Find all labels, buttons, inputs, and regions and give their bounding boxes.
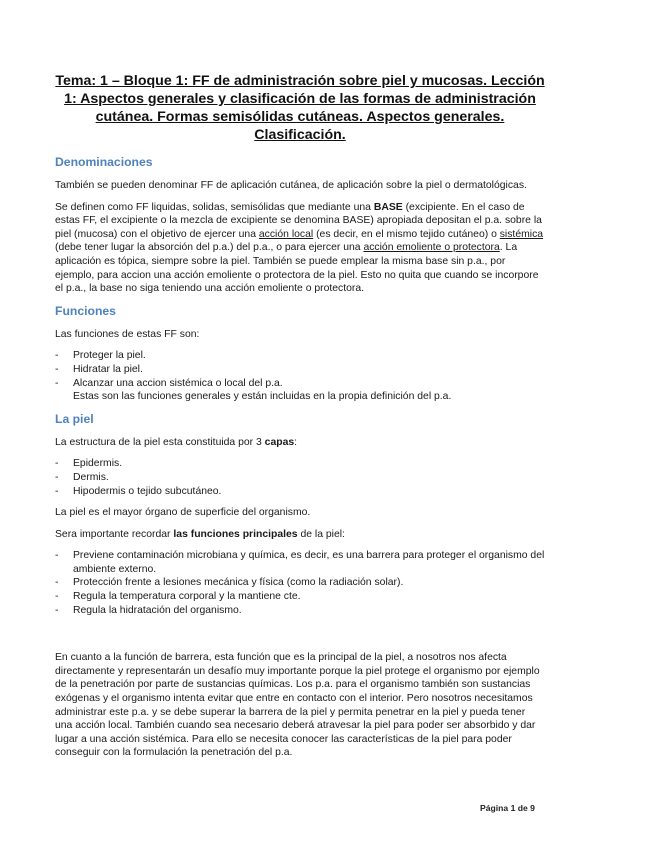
text-run: Se definen como FF liquidas, solidas, semisólidas que mediante una	[55, 201, 374, 213]
paragraph-denominaciones-intro: También se pueden denominar FF de aplicación cutánea, de aplicación sobre la piel o dermatológicas.	[55, 180, 527, 191]
capas-term: capas	[264, 436, 295, 448]
layers-list	[55, 457, 545, 498]
paragraph-organo: La piel es el mayor órgano de superficie del organismo.	[55, 507, 311, 519]
text-run: (excipiente. En el caso de estas FF, el excipiente o la mezcla de excipiente se denomina BASE) apropiada depositan el p.a. sobre la piel (mucosa) con el objetivo de ejercer una	[55, 201, 542, 240]
text-run: La estructura de la piel esta constituida por 3	[55, 436, 265, 448]
list-item: - Previene contaminación microbiana y química, es decir, es una barrera para proteger el organismo del ambiente externo.	[55, 549, 545, 576]
document-body	[55, 72, 545, 768]
paragraph-funciones-piel	[55, 528, 545, 542]
text-run: (es decir, en el mismo tejido cutáneo) o	[313, 228, 500, 240]
list-item: - Regula la temperatura corporal y la mantiene cte.	[55, 590, 545, 604]
blank-space	[55, 625, 545, 651]
text-run: Sera importante recordar	[55, 528, 174, 540]
paragraph-barrera: En cuanto a la función de barrera, esta función que es la principal de la piel, a nosotros nos afecta directamente y representarán un desafío muy importante porque la piel protege el organismo por ejemplo de la penetración por parte de sustancias químicas. Los p.a. para el organismo también son sustancias exógenas y el organismo intenta evitar que entre en contacto con el interior. Pero nosotros necesitamos administrar este p.a. y se debe superar la barrera de la piel y permita penetrar en la piel y pueda tener una acción local. También cuando sea necesario deberá atravesar la piel para poder ser absorbido y dar lugar a una acción sistémica. Para ello se necesita conocer las características de la piel para poder conseguir con la formulación la penetración del p.a.	[55, 652, 540, 759]
list-item: - Epidermis.	[55, 457, 545, 471]
paragraph-funciones-intro: Las funciones de estas FF son:	[55, 328, 200, 340]
paragraph-piel-intro	[55, 436, 545, 450]
list-item: - Proteger la piel.	[55, 349, 545, 363]
list-item: - Alcanzar una accion sistémica o local del p.a.	[55, 377, 545, 391]
emoliente-term: acción emoliente o protectora	[363, 242, 500, 254]
paragraph-definition	[55, 201, 545, 296]
page-title: Tema: 1 – Bloque 1: FF de administración sobre piel y mucosas. Lección 1: Aspectos generales y clasificación de las formas de administración cutánea. Formas semisólidas cutáneas. Aspectos generales. Clasificación.	[55, 73, 545, 143]
page-number: Página 1 de 9	[480, 803, 535, 813]
funciones-principales-term: las funciones principales	[173, 528, 298, 540]
section-heading-denominaciones: Denominaciones	[55, 155, 153, 169]
list-item: - Hipodermis o tejido subcutáneo.	[55, 485, 545, 499]
section-heading-funciones: Funciones	[55, 303, 116, 318]
text-run: (debe tener lugar la absorción del p.a.) del p.a., o para ejercer una	[55, 242, 364, 254]
list-item: - Hidratar la piel.	[55, 363, 545, 377]
section-heading-piel: La piel	[55, 411, 94, 426]
list-item: - Regula la hidratación del organismo.	[55, 604, 545, 618]
funciones-list	[55, 349, 545, 390]
text-run: de la piel:	[297, 528, 345, 540]
sistemica-term: sistémica	[499, 228, 544, 240]
funciones-note: Estas son las funciones generales y están incluidas en la propia definición del p.a.	[73, 391, 452, 403]
list-item: - Dermis.	[55, 471, 545, 485]
text-run: :	[294, 436, 298, 448]
list-item: - Protección frente a lesiones mecánica y física (como la radiación solar).	[55, 576, 545, 590]
base-term: BASE	[373, 201, 403, 213]
accion-local-term: acción local	[258, 228, 314, 240]
text-run: . La aplicación es tópica, siempre sobre la piel. También se puede emplear la misma base sin p.a., por ejemplo, para accion una acción emoliente o protectora de la piel. Esto no quita que cuando se incorpore el p.a., la base no siga teniendo una acción emoliente o protectora.	[55, 242, 539, 295]
skin-functions-list	[55, 549, 545, 617]
